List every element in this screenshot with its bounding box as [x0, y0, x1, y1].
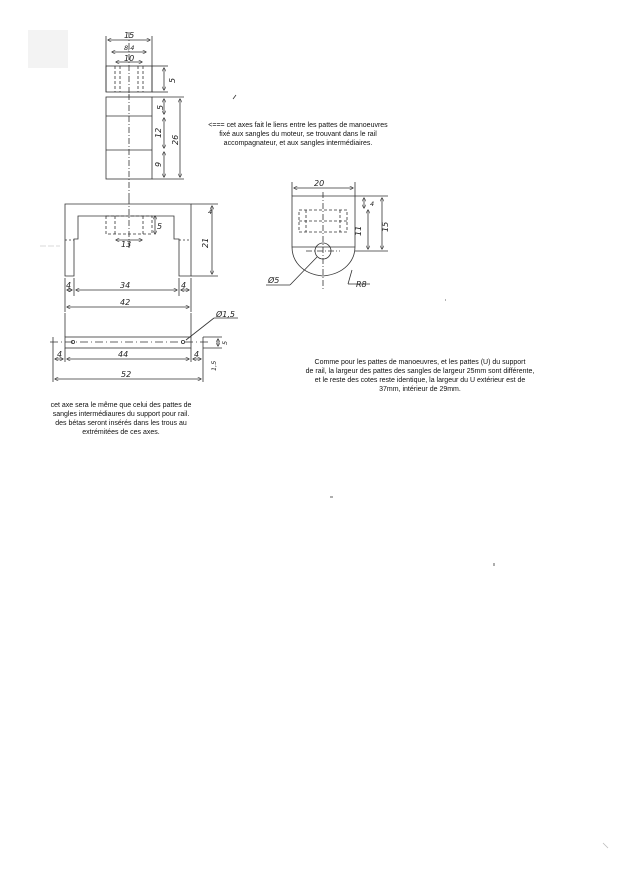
dim-top-width: 15	[124, 31, 135, 40]
dim-axe-dia: Ø1,5	[216, 310, 236, 319]
middle-axis-view	[106, 94, 184, 198]
dim-axe-side: 5	[221, 340, 229, 345]
u-bracket-view	[40, 198, 218, 312]
dim-u-side: 4	[208, 208, 213, 216]
dim-mid-b: 12	[154, 127, 163, 138]
dim-axe-height: 1,5	[210, 360, 218, 371]
note-pattes-u: Comme pour les pattes de manoeuvres, et les pattes (U) du support de rail, la largeur des pattes des sangles de largeur 25mm sont différente, et le reste des cotes reste identique, la largeur du U extérieur est de 37mm, intérieur de 29mm.	[305, 359, 535, 393]
dim-side-b: 11	[354, 225, 363, 236]
dim-u-height: 21	[201, 237, 210, 248]
note-axe-same: cet axe sera le même que celui des pattes de sangles intermédiaures du support pour rail. des bétas seront insérés dans les trous au extrémitées de ces axes.	[50, 402, 192, 436]
pen-mark	[233, 95, 236, 99]
scan-mark	[603, 843, 608, 848]
dim-side-radius: R8	[356, 280, 367, 289]
dim-u-inner-width: 34	[120, 281, 131, 290]
dim-axe-mid: 44	[118, 350, 129, 359]
dim-u-total: 42	[120, 298, 131, 307]
dim-u-slot: 5	[157, 222, 163, 231]
dim-side-width: 20	[314, 179, 325, 188]
dim-top-height: 5	[168, 77, 177, 83]
top-block-view	[106, 32, 168, 96]
dim-u-right-leg: 4	[181, 281, 187, 290]
dim-side-a: 4	[370, 200, 375, 208]
dim-axe-total: 52	[121, 370, 132, 379]
dim-u-left-leg: 4	[66, 281, 72, 290]
side-view	[266, 182, 388, 290]
dim-side-hole: Ø5	[268, 276, 280, 285]
dim-top-inner-b: 10	[124, 54, 135, 63]
dim-u-inner: 13	[121, 240, 132, 249]
note-axis-link: <=== cet axes fait le liens entre les pattes de manoeuvres fixé aux sangles du moteur, se trouvant dans le rail accompagnateur, et aux sangles intermédiaires.	[208, 122, 388, 147]
dim-axe-end-right: 4	[194, 350, 200, 359]
dim-top-inner-a: 8,4	[124, 44, 135, 52]
dim-axe-end-left: 4	[57, 350, 63, 359]
dim-side-total: 15	[381, 221, 390, 232]
dim-mid-total: 26	[171, 134, 180, 145]
dim-mid-a: 5	[156, 104, 165, 110]
dim-mid-c: 9	[154, 161, 163, 167]
scan-smudge	[28, 30, 68, 68]
